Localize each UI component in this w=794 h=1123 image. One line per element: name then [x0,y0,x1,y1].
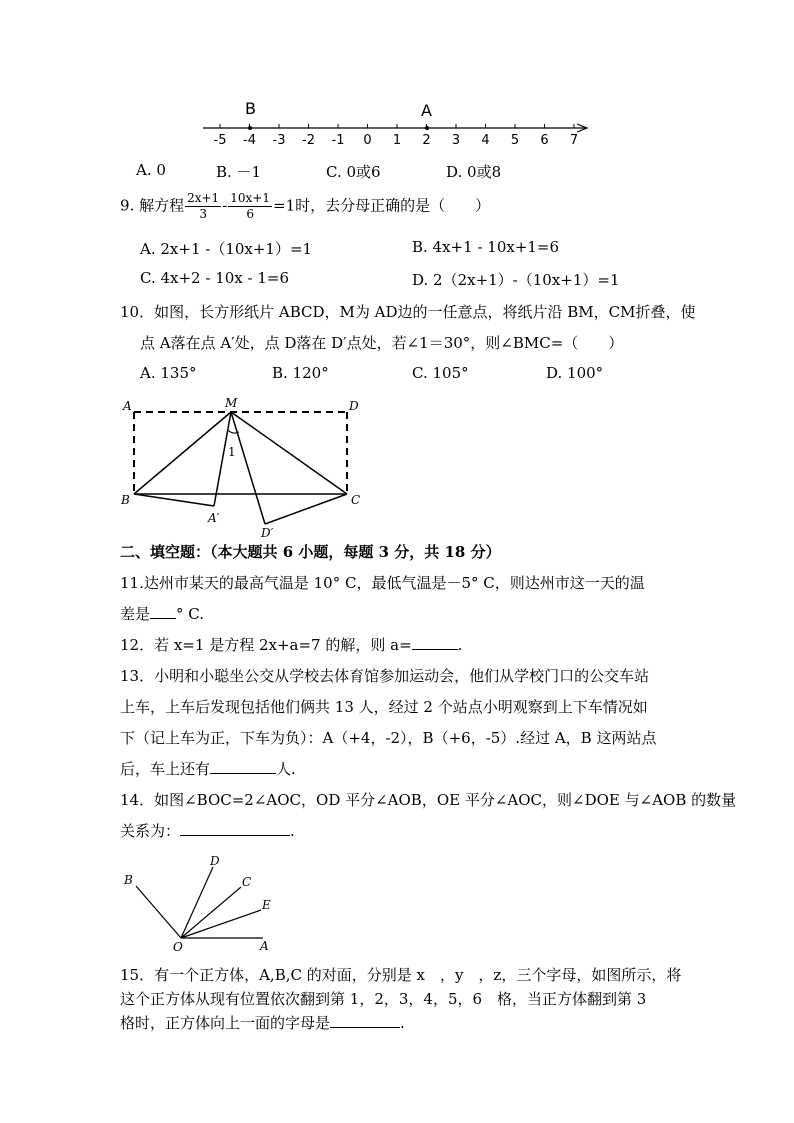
q12-answer-blank[interactable] [412,635,458,650]
number-line-tick-label: -3 [272,133,286,148]
label-c: C [351,493,361,507]
section-2-title: 二、填空题：（本大题共 6 小题，每题 3 分，共 18 分） [120,543,501,561]
segment-ba1 [134,494,214,506]
number-line-tick-label: 4 [481,133,490,148]
label-d: D [349,399,359,413]
q14-line-2: 关系为： . [120,822,295,840]
segment-md1 [231,412,265,524]
q15-line-3: 格时，正方体向上一面的字母是 . [120,1014,405,1032]
q9-option-c: C. 4x+2 - 10x - 1=6 [140,269,290,287]
label-e: E [262,898,271,912]
q8-option-c: C. 0或6 [326,163,381,181]
number-line-tick-label: -4 [243,133,256,148]
number-line-tick-label: 5 [510,133,520,148]
fold-line-bm [134,412,231,494]
number-line-tick-label: 0 [363,133,372,148]
q9-minus: - [222,196,228,215]
q13-line-4: 后，车上还有 人. [120,760,296,778]
fold-line-cm [231,412,347,494]
q9-option-b: B. 4x+1 - 10x+1=6 [412,238,560,256]
q9-fraction-2: $\frac{10x+1}{6}$ [230,191,270,221]
segment-cd1 [265,494,347,524]
q14-figure [115,850,285,955]
q9-stem [120,191,490,222]
q13-line-1: 13．小明和小聪坐公交从学校去体育馆参加运动会，他们从学校门口的公交车站 [120,667,650,685]
q15-answer-blank[interactable] [330,1013,400,1028]
label-b: B [124,873,133,887]
label-a-prime: A′ [208,511,220,525]
q13-line-3: 下（记上车为正，下车为负）：A（+4，-2），B（+6，-5）.经过 A，B 这两站点 [120,729,657,747]
q13-answer-blank[interactable] [210,759,276,774]
label-d: D [210,854,220,868]
q11-line-1: 11.达州市某天的最高气温是 10° C，最低气温是－5° C，则达州市这一天的温 [120,574,645,592]
q14-line-1: 14．如图∠BOC=2∠AOC，OD 平分∠AOB，OE 平分∠AOC，则∠DOE 与∠AOB 的数量 [120,791,737,809]
q13-line-2: 上车，上车后发现包括他们俩共 13 人，经过 2 个站点小明观察到上下车情况如 [120,698,648,716]
number-line-tick-label: 7 [569,133,579,148]
ray-od [181,867,213,938]
segment-ma1 [214,412,231,506]
q9-option-d: D. 2（2x+1）-（10x+1）=1 [412,271,620,289]
q10-option-b: B. 120° [272,364,329,382]
q8-option-d: D. 0或8 [446,163,502,181]
q15-line-2: 这个正方体从现有位置依次翻到第 1，2，3，4，5，6 格，当正方体翻到第 3 [120,990,647,1008]
point-a-label: A [421,101,432,120]
q8-option-b: B. －1 [216,163,262,181]
ray-oc [181,887,241,938]
label-m: M [225,396,238,410]
q15-line-1: 15．有一个正方体，A,B,C 的对面，分别是 x ，y ，z，三个字母，如图所示，将 [120,966,682,984]
number-line-tick-label: 3 [451,133,461,148]
q10-figure [115,392,365,542]
number-line-tick-label: 1 [392,133,402,148]
number-line-tick-label: -5 [213,133,227,148]
label-angle-1: 1 [228,445,236,459]
point-b-dot [248,126,252,130]
ray-oe [181,910,261,938]
q11-line-2: 差是 ° C. [120,605,204,623]
q10-option-c: C. 105° [412,364,469,382]
number-line-figure [195,96,595,152]
number-line-tick-label: -2 [302,133,315,148]
number-line-tick-label: 2 [422,133,431,148]
q9-option-a: A. 2x+1 -（10x+1）=1 [140,240,313,258]
ray-ob [136,886,181,938]
label-a: A [123,399,132,413]
number-line-tick-label: 6 [540,133,549,148]
label-o: O [173,940,183,954]
point-b-label: B [245,99,256,118]
q12-line: 12．若 x=1 是方程 2x+a=7 的解，则 a= . [120,636,463,654]
point-a-dot [425,126,429,130]
q8-option-a: A. 0 [136,161,166,179]
q10-line-2: 点 A落在点 A′处，点 D落在 D′点处，若∠1＝30°，则∠BMC=（ ） [140,334,624,352]
q9-fraction-1: $\frac{2x+1}{3}$ [187,191,220,221]
label-b: B [121,493,130,507]
q14-answer-blank[interactable] [180,821,290,836]
number-line-tick-label: -1 [331,133,345,148]
label-a: A [260,939,269,953]
q9-stem-pre: 9. 解方程 [120,196,185,215]
q9-stem-post: =1时，去分母正确的是（ ） [273,196,491,215]
q11-answer-blank[interactable] [150,604,176,619]
label-d-prime: D′ [261,526,274,540]
q10-option-a: A. 135° [140,364,197,382]
label-c: C [242,875,252,889]
q10-line-1: 10．如图，长方形纸片 ABCD，M为 AD边的一任意点，将纸片沿 BM，CM折叠，使 [120,303,696,321]
q10-option-d: D. 100° [546,364,604,382]
